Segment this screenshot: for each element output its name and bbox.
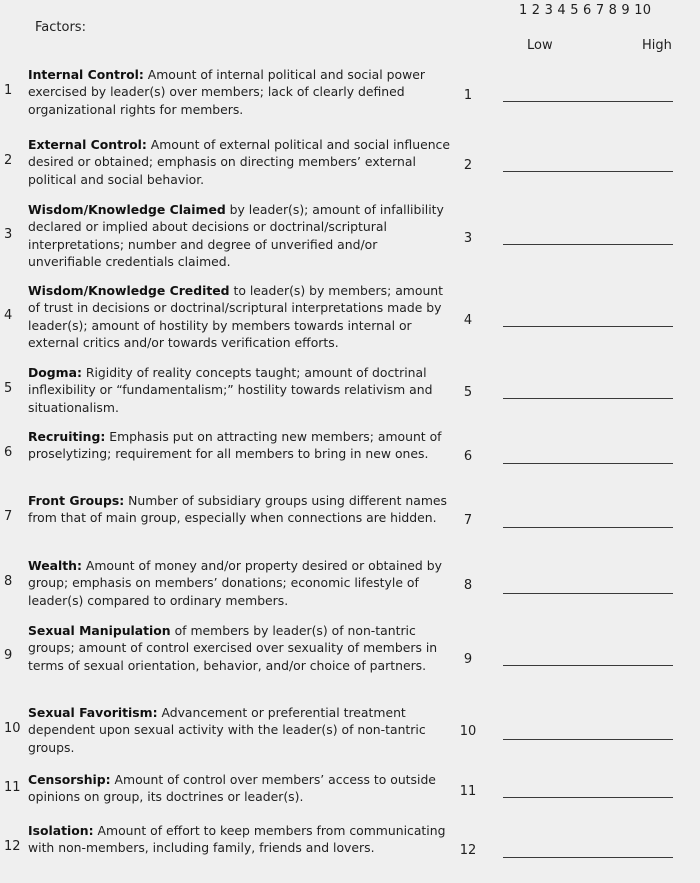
- factors-header: Factors:: [35, 20, 86, 35]
- factor-text: Amount of external political and social influence desired or obtained; emphasis on directing members’ external political and social behavior.: [28, 137, 450, 187]
- factor-number-right: 5: [463, 385, 473, 400]
- factor-description: [28, 704, 453, 756]
- rating-line[interactable]: [503, 857, 673, 858]
- factor-description: [28, 66, 453, 118]
- factor-number-left: 11: [4, 780, 21, 795]
- rating-line[interactable]: [503, 593, 673, 594]
- factor-description: [28, 136, 453, 188]
- factor-title: Censorship:: [28, 772, 111, 787]
- factor-number-left: 5: [4, 381, 13, 396]
- rating-line[interactable]: [503, 665, 673, 666]
- factor-number-right: 2: [463, 158, 473, 173]
- rating-line[interactable]: [503, 244, 673, 245]
- factor-number-right: 7: [463, 513, 473, 528]
- factor-text: Number of subsidiary groups using different names from that of main group, especially when connections are hidden.: [28, 493, 447, 526]
- factor-title: External Control:: [28, 137, 147, 152]
- factor-number-left: 1: [4, 83, 13, 98]
- factor-title: Internal Control:: [28, 67, 144, 82]
- factor-text: Amount of control over members’ access to outside opinions on group, its doctrines or leader(s).: [28, 772, 436, 805]
- factor-description: [28, 428, 453, 463]
- factor-number-left: 2: [4, 153, 13, 168]
- factor-number-left: 10: [4, 721, 21, 736]
- factor-number-right: 6: [463, 449, 473, 464]
- factor-title: Recruiting:: [28, 429, 106, 444]
- factor-text: Amount of money and/or property desired or obtained by group; emphasis on members’ donations; economic lifestyle of leader(s) compared to ordinary members.: [28, 558, 442, 608]
- high-label: High: [642, 38, 672, 53]
- factor-number-right: 10: [459, 724, 477, 739]
- rating-scale-numbers: 1 2 3 4 5 6 7 8 9 10: [519, 3, 652, 18]
- factor-number-right: 12: [459, 843, 477, 858]
- factor-text: Amount of effort to keep members from communicating with non-members, including family, friends and lovers.: [28, 823, 446, 856]
- factor-title: Wealth:: [28, 558, 82, 573]
- factor-description: [28, 201, 453, 271]
- low-label: Low: [527, 38, 553, 53]
- factor-number-left: 9: [4, 648, 13, 663]
- factor-title: Dogma:: [28, 365, 82, 380]
- rating-line[interactable]: [503, 463, 673, 464]
- factor-text: Advancement or preferential treatment dependent upon sexual activity with the leader(s) of non-tantric groups.: [28, 705, 426, 755]
- factor-number-left: 8: [4, 574, 13, 589]
- factor-number-right: 8: [463, 578, 473, 593]
- factor-text: Rigidity of reality concepts taught; amount of doctrinal inflexibility or “fundamentalism;” hostility towards relativism and situationalism.: [28, 365, 433, 415]
- factor-description: [28, 282, 453, 352]
- factor-title: Front Groups:: [28, 493, 125, 508]
- factor-number-left: 3: [4, 227, 13, 242]
- factor-description: [28, 622, 453, 674]
- factor-description: [28, 771, 453, 806]
- factor-number-right: 4: [463, 313, 473, 328]
- rating-line[interactable]: [503, 398, 673, 399]
- factor-number-right: 11: [459, 784, 477, 799]
- factor-number-left: 12: [4, 839, 21, 854]
- factor-description: [28, 557, 453, 609]
- rating-line[interactable]: [503, 171, 673, 172]
- factor-number-left: 4: [4, 308, 13, 323]
- rating-line[interactable]: [503, 797, 673, 798]
- factor-number-right: 1: [463, 88, 473, 103]
- factor-number-left: 6: [4, 445, 13, 460]
- rating-line[interactable]: [503, 101, 673, 102]
- factor-description: [28, 364, 453, 416]
- rating-line[interactable]: [503, 527, 673, 528]
- factor-title: Sexual Manipulation: [28, 623, 171, 638]
- factor-number-right: 9: [463, 652, 473, 667]
- factor-text: Amount of internal political and social power exercised by leader(s) over members; lack of clearly defined organizational rights for members.: [28, 67, 425, 117]
- factor-description: [28, 822, 453, 857]
- factor-text: Emphasis put on attracting new members; amount of proselytizing; requirement for all members to bring in new ones.: [28, 429, 442, 462]
- rating-line[interactable]: [503, 326, 673, 327]
- factor-text: by leader(s); amount of infallibility declared or implied about decisions or doctrinal/scriptural interpretations; number and degree of unverified and/or unverifiable credentials claimed.: [28, 202, 444, 270]
- factor-title: Wisdom/Knowledge Claimed: [28, 202, 226, 217]
- factor-text: of members by leader(s) of non-tantric groups; amount of control exercised over sexuality of members in terms of sexual orientation, behavior, and/or choice of partners.: [28, 623, 438, 673]
- factor-title: Wisdom/Knowledge Credited: [28, 283, 230, 298]
- factor-number-right: 3: [463, 231, 473, 246]
- factor-title: Sexual Favoritism:: [28, 705, 158, 720]
- factor-text: to leader(s) by members; amount of trust in decisions or doctrinal/scriptural interpretations made by leader(s); amount of hostility by members towards internal or external critics and/or towards verification efforts.: [28, 283, 444, 351]
- rating-line[interactable]: [503, 739, 673, 740]
- factor-number-left: 7: [4, 509, 13, 524]
- factor-title: Isolation:: [28, 823, 94, 838]
- factor-description: [28, 492, 453, 527]
